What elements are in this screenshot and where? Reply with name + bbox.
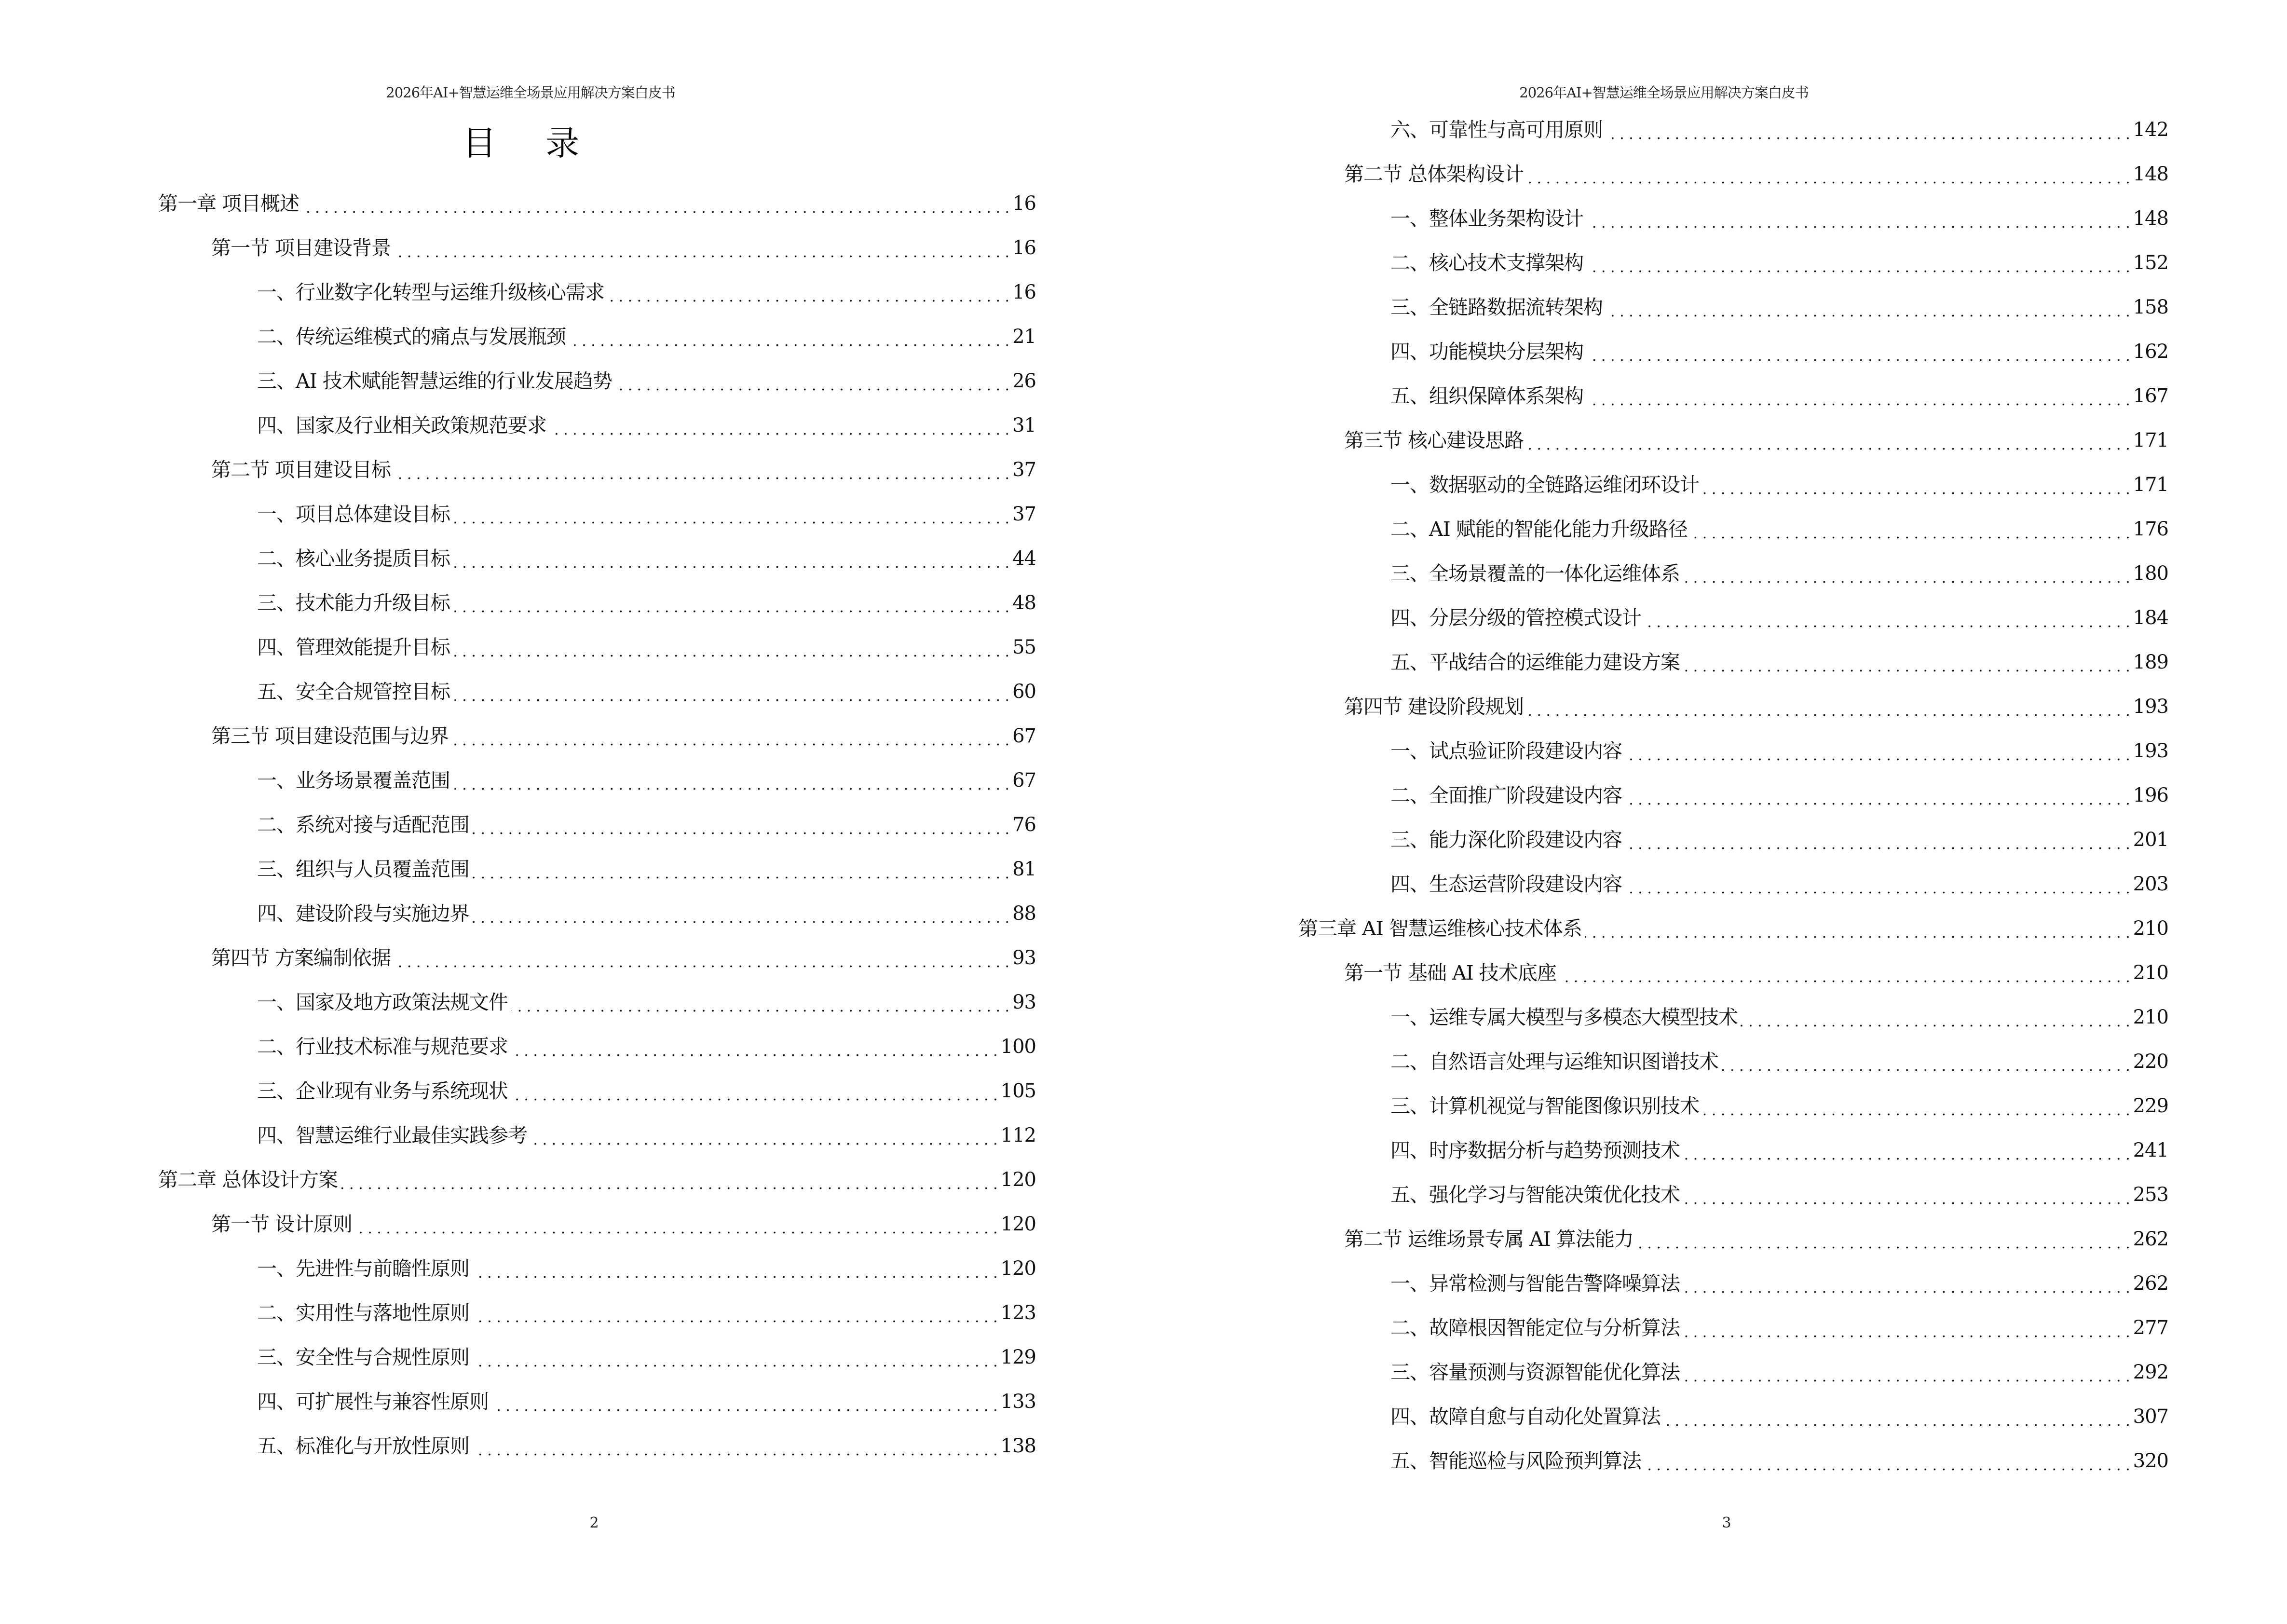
toc-item-entry[interactable] (257, 1343, 1036, 1372)
dot-leader (394, 233, 1009, 262)
toc-item-entry[interactable] (1390, 515, 2168, 544)
toc-entry-page-number: 241 (2133, 1139, 2168, 1161)
toc-entry-label: 五、强化学习与智能决策优化技术 (1390, 1183, 1680, 1206)
dot-leader (1741, 1003, 2130, 1032)
toc-entry-page-number: 158 (2133, 296, 2168, 318)
toc-entry-page-number: 203 (2133, 873, 2168, 895)
dot-leader (472, 1343, 998, 1372)
toc-item-entry[interactable] (257, 1254, 1036, 1283)
toc-item-entry[interactable] (1390, 248, 2168, 277)
dot-leader (1690, 515, 2130, 544)
toc-item-entry[interactable] (1390, 825, 2168, 854)
toc-entry-page-number: 120 (1000, 1213, 1036, 1235)
toc-item-entry[interactable] (257, 411, 1036, 440)
toc-entry-label: 三、能力深化阶段建设内容 (1390, 828, 1622, 851)
toc-entry-label: 二、AI 赋能的智能化能力升级路径 (1390, 518, 1688, 541)
toc-entry-label: 一、试点验证阶段建设内容 (1390, 739, 1622, 763)
toc-entry-label: 一、项目总体建设目标 (257, 503, 450, 526)
dot-leader (1683, 1269, 2130, 1298)
dot-leader (491, 1387, 998, 1416)
dot-leader (453, 588, 1009, 617)
toc-entry-page-number: 112 (1000, 1124, 1036, 1146)
dot-leader (1644, 1447, 2130, 1475)
toc-entry-label: 三、AI 技术赋能智慧运维的行业发展趋势 (257, 369, 612, 393)
toc-entry-page-number: 16 (1012, 281, 1036, 303)
toc-item-entry[interactable] (257, 544, 1036, 573)
dot-leader (1683, 1136, 2130, 1165)
dot-leader (453, 544, 1009, 573)
toc-item-entry[interactable] (1390, 1003, 2168, 1032)
toc-entry-label: 二、传统运维模式的痛点与发展瓶颈 (257, 325, 566, 348)
dot-leader (394, 943, 1009, 972)
dot-leader (1606, 293, 2130, 322)
toc-entry-label: 二、自然语言处理与运维知识图谱技术 (1390, 1050, 1718, 1073)
toc-item-entry[interactable] (257, 1432, 1036, 1460)
toc-entry-page-number: 162 (2133, 341, 2168, 363)
toc-item-entry[interactable] (257, 1387, 1036, 1416)
running-header: 2026年AI+智慧运维全场景应用解决方案白皮书 (1519, 84, 1809, 101)
dot-leader (1586, 337, 2130, 366)
toc-entry-page-number: 123 (1000, 1302, 1036, 1324)
toc-title: 目 录 (462, 123, 599, 163)
toc-entry-page-number: 148 (2133, 207, 2168, 230)
dot-leader (472, 899, 1009, 928)
running-header: 2026年AI+智慧运维全场景应用解决方案白皮书 (386, 84, 675, 101)
toc-entry-label: 一、先进性与前瞻性原则 (257, 1257, 469, 1280)
toc-item-entry[interactable] (257, 855, 1036, 884)
toc-entry-label: 一、运维专属大模型与多模态大模型技术 (1390, 1006, 1738, 1029)
toc-item-entry[interactable] (257, 677, 1036, 706)
toc-entry-label: 三、全场景覆盖的一体化运维体系 (1390, 562, 1680, 585)
toc-entry-page-number: 320 (2133, 1450, 2168, 1472)
toc-section-entry[interactable] (1344, 426, 2168, 455)
toc-entry-label: 四、故障自愈与自动化处置算法 (1390, 1405, 1661, 1428)
toc-item-entry[interactable] (1390, 648, 2168, 677)
toc-entry-page-number: 167 (2133, 385, 2168, 407)
dot-leader (355, 1210, 998, 1239)
dot-leader (453, 766, 1009, 795)
toc-entry-label: 第一节 设计原则 (211, 1213, 353, 1236)
toc-entry-label: 三、企业现有业务与系统现状 (257, 1079, 508, 1103)
toc-entry-page-number: 220 (2133, 1051, 2168, 1073)
toc-entry-label: 一、业务场景覆盖范围 (257, 769, 450, 792)
dot-leader (1526, 692, 2130, 721)
page-number: 2 (589, 1515, 599, 1531)
dot-leader (511, 988, 1009, 1017)
toc-entry-label: 三、安全性与合规性原则 (257, 1346, 469, 1369)
toc-entry-page-number: 105 (1000, 1080, 1036, 1102)
dot-leader (451, 722, 1009, 751)
toc-entry-page-number: 253 (2133, 1184, 2168, 1206)
dot-leader (394, 455, 1009, 484)
dot-leader (453, 633, 1009, 662)
toc-entry-page-number: 31 (1012, 414, 1036, 437)
toc-item-entry[interactable] (1390, 293, 2168, 322)
toc-section-entry[interactable] (1344, 958, 2168, 987)
toc-entry-label: 第一章 项目概述 (158, 192, 299, 215)
toc-entry-page-number: 193 (2133, 696, 2168, 718)
toc-section-entry[interactable] (211, 722, 1036, 751)
toc-entry-page-number: 76 (1012, 814, 1036, 836)
toc-item-entry[interactable] (257, 1298, 1036, 1327)
toc-entry-page-number: 44 (1012, 547, 1036, 570)
toc-item-entry[interactable] (257, 988, 1036, 1017)
toc-entry-label: 第三章 AI 智慧运维核心技术体系 (1298, 917, 1582, 940)
toc-entry-page-number: 201 (2133, 829, 2168, 851)
dot-leader (1683, 1313, 2130, 1342)
toc-entry-label: 五、组织保障体系架构 (1390, 384, 1583, 408)
toc-item-entry[interactable] (257, 500, 1036, 529)
toc-entry-label: 二、故障根因智能定位与分析算法 (1390, 1316, 1680, 1339)
toc-entry-page-number: 129 (1000, 1346, 1036, 1368)
toc-item-entry[interactable] (257, 1121, 1036, 1150)
toc-entry-label: 一、国家及地方政策法规文件 (257, 991, 508, 1014)
dot-leader (1526, 426, 2130, 455)
toc-entry-page-number: 67 (1012, 725, 1036, 747)
toc-entry-page-number: 55 (1012, 636, 1036, 658)
toc-entry-page-number: 21 (1012, 326, 1036, 348)
toc-entry-page-number: 307 (2133, 1406, 2168, 1428)
toc-entry-page-number: 210 (2133, 962, 2168, 984)
toc-item-entry[interactable] (1390, 115, 2168, 144)
toc-item-entry[interactable] (1390, 781, 2168, 810)
toc-entry-label: 二、核心技术支撑架构 (1390, 251, 1583, 274)
toc-entry-page-number: 133 (1000, 1391, 1036, 1413)
toc-entry-page-number: 152 (2133, 252, 2168, 274)
toc-entry-label: 第二节 总体架构设计 (1344, 163, 1524, 186)
dot-leader (1585, 914, 2130, 943)
toc-entry-label: 四、智慧运维行业最佳实践参考 (257, 1124, 527, 1147)
toc-section-entry[interactable] (211, 943, 1036, 972)
toc-item-entry[interactable] (1390, 603, 2168, 632)
toc-entry-label: 第一节 项目建设背景 (211, 236, 391, 259)
toc-entry-page-number: 81 (1012, 858, 1036, 880)
toc-section-entry[interactable] (1344, 160, 2168, 189)
toc-item-entry[interactable] (1390, 1047, 2168, 1076)
toc-entry-label: 三、全链路数据流转架构 (1390, 296, 1603, 319)
toc-item-entry[interactable] (1390, 737, 2168, 765)
toc-section-entry[interactable] (211, 1210, 1036, 1239)
dot-leader (1702, 1092, 2130, 1120)
toc-entry-label: 四、管理效能提升目标 (257, 636, 450, 659)
toc-entry-label: 四、国家及行业相关政策规范要求 (257, 414, 546, 437)
toc-entry-page-number: 184 (2133, 607, 2168, 629)
toc-entry-page-number: 60 (1012, 681, 1036, 703)
toc-entry-page-number: 196 (2133, 784, 2168, 806)
dot-leader (1683, 1358, 2130, 1387)
toc-entry-page-number: 37 (1012, 503, 1036, 525)
toc-entry-page-number: 176 (2133, 518, 2168, 540)
dot-leader (530, 1121, 998, 1150)
dot-leader (472, 1298, 998, 1327)
dot-leader (549, 411, 1009, 440)
dot-leader (1625, 870, 2130, 899)
dot-leader (472, 810, 1009, 839)
dot-leader (453, 677, 1009, 706)
dot-leader (569, 322, 1009, 351)
toc-item-entry[interactable] (1390, 1180, 2168, 1209)
toc-chapter-entry[interactable] (158, 1165, 1036, 1194)
toc-entry-label: 第三节 项目建设范围与边界 (211, 724, 449, 748)
toc-entry-page-number: 138 (1000, 1435, 1036, 1457)
dot-leader (1559, 958, 2130, 987)
dot-leader (1586, 382, 2130, 410)
toc-entry-label: 一、异常检测与智能告警降噪算法 (1390, 1272, 1680, 1295)
toc-entry-label: 二、全面推广阶段建设内容 (1390, 784, 1622, 807)
toc-entry-label: 三、计算机视觉与智能图像识别技术 (1390, 1094, 1699, 1118)
toc-entry-label: 五、智能巡检与风险预判算法 (1390, 1449, 1641, 1473)
toc-entry-page-number: 277 (2133, 1317, 2168, 1339)
dot-leader (1606, 115, 2130, 144)
toc-item-entry[interactable] (1390, 204, 2168, 233)
dot-leader (302, 189, 1009, 218)
toc-entry-label: 第二节 项目建设目标 (211, 458, 391, 481)
toc-entry-page-number: 48 (1012, 592, 1036, 614)
toc-entry-page-number: 93 (1012, 991, 1036, 1013)
toc-entry-label: 第三节 核心建设思路 (1344, 429, 1524, 452)
toc-entry-page-number: 171 (2133, 429, 2168, 451)
toc-entry-label: 四、分层分级的管控模式设计 (1390, 606, 1641, 629)
dot-leader (1526, 160, 2130, 189)
toc-item-entry[interactable] (257, 278, 1036, 307)
toc-entry-page-number: 26 (1012, 370, 1036, 392)
toc-entry-label: 一、数据驱动的全链路运维闭环设计 (1390, 473, 1699, 496)
toc-entry-label: 四、建设阶段与实施边界 (257, 902, 469, 925)
toc-chapter-entry[interactable] (158, 189, 1036, 218)
dot-leader (1625, 781, 2130, 810)
dot-leader (1625, 825, 2130, 854)
toc-entry-page-number: 171 (2133, 474, 2168, 496)
dot-leader (472, 1432, 998, 1460)
toc-entry-label: 四、功能模块分层架构 (1390, 340, 1583, 363)
toc-entry-label: 第二节 运维场景专属 AI 算法能力 (1344, 1228, 1634, 1251)
toc-entry-label: 五、标准化与开放性原则 (257, 1434, 469, 1458)
toc-entry-page-number: 193 (2133, 740, 2168, 762)
toc-item-entry[interactable] (1390, 470, 2168, 499)
dot-leader (607, 278, 1009, 307)
dot-leader (1683, 559, 2130, 588)
dot-leader (1683, 1180, 2130, 1209)
dot-leader (472, 1254, 998, 1283)
dot-leader (472, 855, 1009, 884)
toc-entry-page-number: 93 (1012, 947, 1036, 969)
toc-entry-page-number: 210 (2133, 1006, 2168, 1028)
toc-item-entry[interactable] (257, 810, 1036, 839)
toc-entry-label: 五、平战结合的运维能力建设方案 (1390, 651, 1680, 674)
dot-leader (1663, 1402, 2130, 1431)
dot-leader (453, 500, 1009, 529)
dot-leader (1702, 470, 2130, 499)
toc-entry-label: 第四节 建设阶段规划 (1344, 695, 1524, 718)
toc-entry-label: 第二章 总体设计方案 (158, 1168, 338, 1191)
toc-entry-page-number: 100 (1000, 1036, 1036, 1058)
dot-leader (1586, 248, 2130, 277)
toc-entry-page-number: 148 (2133, 163, 2168, 185)
toc-item-entry[interactable] (257, 899, 1036, 928)
toc-entry-page-number: 88 (1012, 902, 1036, 925)
toc-section-entry[interactable] (1344, 692, 2168, 721)
page-right (1144, 0, 2287, 1624)
toc-entry-label: 第一节 基础 AI 技术底座 (1344, 961, 1556, 984)
toc-entry-label: 二、核心业务提质目标 (257, 547, 450, 570)
dot-leader (1721, 1047, 2130, 1076)
dot-leader (1644, 603, 2130, 632)
toc-entry-label: 二、行业技术标准与规范要求 (257, 1035, 508, 1058)
toc-item-entry[interactable] (257, 588, 1036, 617)
toc-entry-page-number: 210 (2133, 917, 2168, 940)
toc-section-entry[interactable] (1344, 1225, 2168, 1254)
toc-item-entry[interactable] (1390, 1092, 2168, 1120)
toc-entry-page-number: 262 (2133, 1272, 2168, 1295)
dot-leader (1683, 648, 2130, 677)
toc-entry-label: 一、整体业务架构设计 (1390, 207, 1583, 230)
toc-section-entry[interactable] (211, 455, 1036, 484)
toc-item-entry[interactable] (1390, 1313, 2168, 1342)
dot-leader (1636, 1225, 2130, 1254)
toc-entry-page-number: 120 (1000, 1257, 1036, 1280)
page-number: 3 (1722, 1515, 1731, 1531)
toc-entry-label: 六、可靠性与高可用原则 (1390, 118, 1603, 141)
toc-section-entry[interactable] (211, 233, 1036, 262)
dot-leader (615, 367, 1009, 396)
toc-entry-page-number: 229 (2133, 1095, 2168, 1117)
dot-leader (340, 1165, 998, 1194)
toc-entry-label: 三、容量预测与资源智能优化算法 (1390, 1361, 1680, 1384)
dot-leader (511, 1077, 998, 1105)
toc-entry-page-number: 142 (2133, 119, 2168, 141)
toc-item-entry[interactable] (257, 322, 1036, 351)
toc-entry-page-number: 180 (2133, 562, 2168, 585)
dot-leader (1625, 737, 2130, 765)
toc-entry-page-number: 189 (2133, 651, 2168, 673)
toc-entry-label: 四、时序数据分析与趋势预测技术 (1390, 1139, 1680, 1162)
toc-entry-page-number: 292 (2133, 1361, 2168, 1383)
toc-entry-label: 二、系统对接与适配范围 (257, 813, 469, 836)
toc-entry-page-number: 16 (1012, 192, 1036, 215)
dot-leader (511, 1032, 998, 1061)
toc-item-entry[interactable] (1390, 337, 2168, 366)
toc-item-entry[interactable] (1390, 559, 2168, 588)
toc-entry-label: 一、行业数字化转型与运维升级核心需求 (257, 281, 604, 304)
toc-item-entry[interactable] (257, 766, 1036, 795)
toc-item-entry[interactable] (1390, 1358, 2168, 1387)
toc-entry-label: 三、组织与人员覆盖范围 (257, 858, 469, 881)
toc-entry-label: 三、技术能力升级目标 (257, 591, 450, 614)
toc-item-entry[interactable] (1390, 1447, 2168, 1475)
toc-item-entry[interactable] (257, 367, 1036, 396)
toc-entry-label: 四、可扩展性与兼容性原则 (257, 1390, 489, 1413)
toc-item-entry[interactable] (257, 1077, 1036, 1105)
toc-item-entry[interactable] (257, 1032, 1036, 1061)
toc-item-entry[interactable] (257, 633, 1036, 662)
toc-entry-page-number: 120 (1000, 1169, 1036, 1191)
toc-item-entry[interactable] (1390, 382, 2168, 410)
dot-leader (1586, 204, 2130, 233)
toc-chapter-entry[interactable] (1298, 914, 2168, 943)
toc-entry-label: 四、生态运营阶段建设内容 (1390, 873, 1622, 896)
toc-entry-label: 二、实用性与落地性原则 (257, 1301, 469, 1324)
toc-entry-page-number: 262 (2133, 1228, 2168, 1250)
toc-entry-label: 第四节 方案编制依据 (211, 946, 391, 969)
toc-entry-page-number: 67 (1012, 769, 1036, 792)
toc-item-entry[interactable] (1390, 1402, 2168, 1431)
toc-entry-page-number: 16 (1012, 237, 1036, 259)
toc-item-entry[interactable] (1390, 1136, 2168, 1165)
toc-item-entry[interactable] (1390, 1269, 2168, 1298)
toc-entry-page-number: 37 (1012, 459, 1036, 481)
toc-entry-label: 五、安全合规管控目标 (257, 680, 450, 703)
toc-item-entry[interactable] (1390, 870, 2168, 899)
